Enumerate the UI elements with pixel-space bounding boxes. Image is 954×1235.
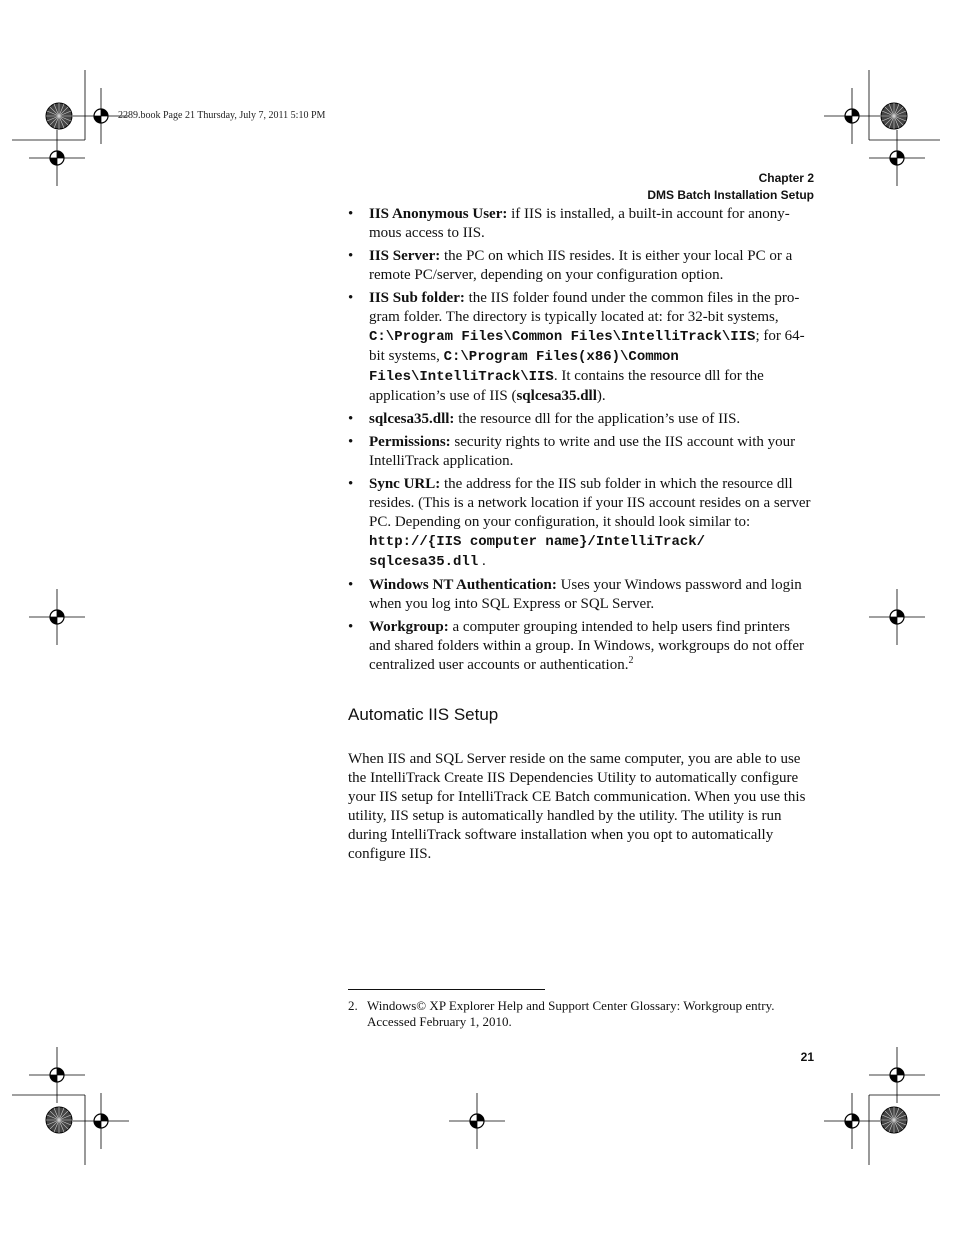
section-body: When IIS and SQL Server reside on the same computer, you are able to use the IntelliTrack Create IIS Dependencies Utility to automatically configure your IIS setup for IntelliTrack CE Batch communication. When you use this utility, IIS setup is automatically handled by the utility. The utility is run during IntelliTrack software installation when you opt to automatically configure IIS.	[348, 751, 806, 862]
list-item: • Permissions: security rights to write and use the IIS account with your IntelliTrack application.	[348, 434, 796, 469]
footnote-divider	[348, 989, 545, 990]
code-path: C:\Program Files(x86)\Common Files\IntelliTrack\IIS	[369, 349, 679, 385]
print-slug: 2289.book Page 21 Thursday, July 7, 2011 5:10 PM	[118, 110, 326, 121]
bullet-icon: •	[348, 411, 354, 427]
bullet-icon: •	[348, 434, 354, 450]
bullet-icon: •	[348, 577, 354, 593]
code-path: C:\Program Files\Common Files\IntelliTrack\IIS	[369, 329, 756, 345]
bullet-icon: •	[348, 290, 354, 306]
list-item: • Sync URL: the address for the IIS sub folder in which the resource dll resides. (This is a network location if your IIS account resides on a server PC. Depending on your configuration, it should look similar to: http://{IIS computer name}/IntelliTrack/ sqlcesa35.dll .	[348, 476, 811, 570]
list-item: • Workgroup: a computer grouping intended to help users find printers and shared folders within a group. In Windows, workgroups do not offer centralized user accounts or authentication.$^2$	[348, 619, 805, 673]
section-heading: Automatic IIS Setup	[348, 705, 499, 724]
list-item: • IIS Sub folder: the IIS folder found under the common files in the pro-gram folder. The directory is typically located at: for 32-bit systems, C:\Program Files\Common Files\IntelliTrack\IIS; for 64-bit systems, C:\Program Files(x86)\Common Files\IntelliTrack\IIS. It contains the resource dll for the application’s use of IIS (sqlcesa35.dll).	[348, 290, 805, 404]
bullet-icon: •	[348, 248, 354, 264]
footnote-text: Windows© XP Explorer Help and Support Center Glossary: Workgroup entry. Accessed February 1, 2010.	[367, 998, 775, 1029]
footnote	[348, 998, 814, 1030]
running-header	[647, 170, 814, 204]
list-item: • sqlcesa35.dll: the resource dll for the application’s use of IIS.	[348, 411, 741, 427]
code-url: http://{IIS computer name}/IntelliTrack/ sqlcesa35.dll	[369, 534, 706, 570]
list-item: • IIS Server: the PC on which IIS resides. It is either your local PC or a remote PC/server, depending on your configuration option.	[348, 248, 793, 283]
definition-list	[348, 205, 814, 675]
chapter-title: DMS Batch Installation Setup	[647, 188, 814, 202]
list-item: • IIS Anonymous User: if IIS is installed, a built-in account for anony-mous access to IIS.	[348, 206, 790, 241]
bullet-icon: •	[348, 476, 354, 492]
bullet-icon: •	[348, 619, 354, 635]
footnote-ref[interactable]: 2	[628, 655, 634, 666]
footnote-number: 2.	[348, 998, 358, 1013]
main-content	[348, 205, 814, 864]
bullet-icon: •	[348, 206, 354, 222]
page-number: 21	[800, 1050, 814, 1064]
chapter-label: Chapter 2	[758, 171, 814, 185]
list-item: • Windows NT Authentication: Uses your Windows password and login when you log into SQL Express or SQL Server.	[348, 577, 802, 612]
